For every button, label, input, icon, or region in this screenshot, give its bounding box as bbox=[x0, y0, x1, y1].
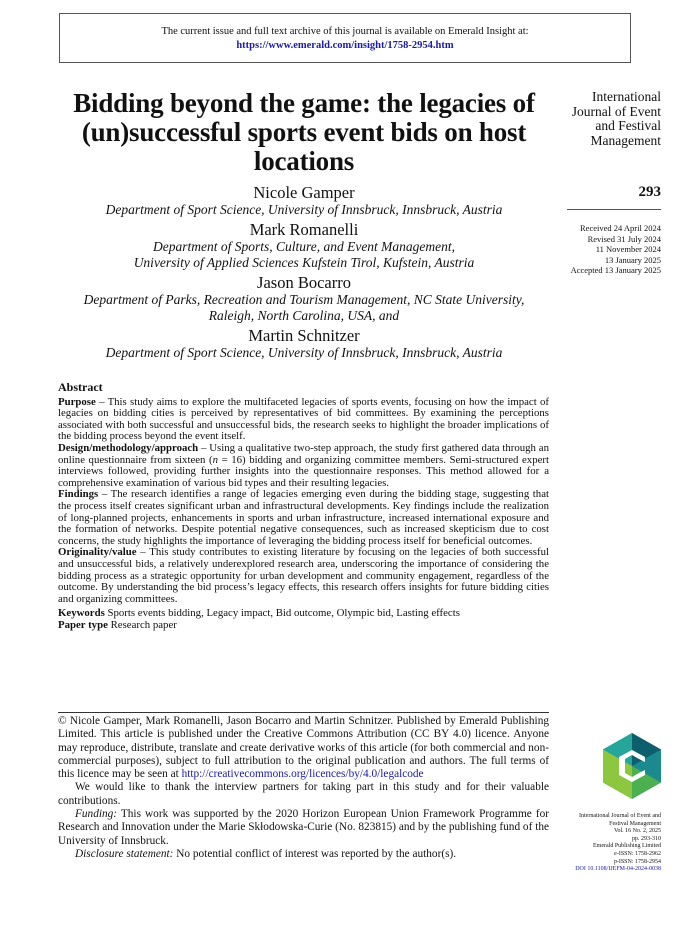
originality-label: Originality/value bbox=[58, 546, 137, 559]
disclosure-text: No potential conflict of interest was reported by the author(s). bbox=[173, 847, 457, 860]
author-affiliation bbox=[56, 345, 552, 362]
abstract-section bbox=[58, 382, 549, 631]
journal-name-line: Management bbox=[590, 132, 661, 148]
abstract-originality bbox=[58, 547, 549, 605]
journal-name bbox=[551, 90, 661, 148]
journal-access-banner bbox=[59, 13, 631, 63]
journal-name-line: Journal of Event bbox=[571, 103, 661, 119]
findings-text: – The research identifies a range of legacies emerging even during the bidding stage, suggesting that the process itself creates significant urban and infrastructural developments. Key findings include the realization of long-planned projects, enhancements in sports and urban infrastructure, increased international exposure and the formation of networks. Despite potential negative consequences, such as increased skepticism due to cost concerns, the study highlights the importance of leveraging the bidding process itself for beneficial outcomes. bbox=[58, 488, 549, 547]
design-label: Design/methodology/approach bbox=[58, 441, 199, 454]
abstract-purpose bbox=[58, 397, 549, 443]
originality-text: – This study contributes to existing literature by focusing on the legacies of both successful and unsuccessful bids, a relatively underexplored research area, underscoring the importance of considering the bidding process as a strategic opportunity for urban development and community engagement, regardless of the outcome. By understanding the bid process’s legacy effects, this research offers insights for future bidding cities and organizing committees. bbox=[58, 546, 549, 605]
date-line: Received 24 April 2024 bbox=[580, 223, 661, 233]
author-name: Nicole Gamper bbox=[253, 183, 355, 202]
keywords-label: Keywords bbox=[58, 607, 105, 620]
purpose-text: – This study aims to explore the multifaceted legacies of sports events, focusing on how the impact of legacies on bidding cities is perceived by representatives of bid committees. By examining the perceptions associated with both successful and unsuccessful bids, the research seeks to highlight the broader implications of the bidding process beyond the event itself. bbox=[58, 395, 549, 443]
paper-type-label: Paper type bbox=[58, 618, 108, 631]
emerald-publishing-logo-icon bbox=[603, 733, 661, 799]
date-line: Revised 31 July 2024 bbox=[587, 233, 661, 244]
design-text: – Using a qualitative two-step approach, the study first gathered data through an online questionnaire from sixteen ( bbox=[58, 441, 549, 466]
license-url-link[interactable]: http://creativecommons.org/licences/by/4.0/legalcode bbox=[181, 768, 424, 781]
affiliation-line: Raleigh, North Carolina, USA, and bbox=[208, 308, 400, 323]
affiliation-line: University of Applied Sciences Kufstein Tirol, Kufstein, Austria bbox=[133, 255, 475, 270]
author-affiliation bbox=[56, 292, 552, 325]
funding-label: Funding: bbox=[75, 808, 118, 821]
design-n: n bbox=[212, 453, 219, 466]
citation-line: Festival Management bbox=[609, 820, 661, 827]
affiliation-line: Department of Sport Science, University of Innsbruck, Innsbruck, Austria bbox=[105, 344, 503, 360]
journal-name-line: and Festival bbox=[595, 118, 661, 133]
banner-text: The current issue and full text archive of this journal is available on Emerald Insight at: bbox=[161, 26, 529, 37]
affiliation-line: Department of Parks, Recreation and Tourism Management, NC State University, bbox=[83, 291, 525, 307]
purpose-label: Purpose bbox=[58, 395, 96, 408]
citation-line: pp. 293-310 bbox=[632, 835, 661, 842]
keywords-text: Sports events bidding, Legacy impact, Bid outcome, Olympic bid, Lasting effects bbox=[104, 607, 460, 620]
author-list bbox=[56, 183, 552, 362]
doi-link[interactable]: DOI 10.1108/IJEFM-04-2024-0038 bbox=[575, 866, 661, 873]
citation-line: International Journal of Event and bbox=[579, 813, 661, 819]
funding-text: This work was supported by the 2020 Horizon European Union Framework Programme for Research and Innovation under the Marie Skłodowska-Curie (No. 823815) and by the publishing fund of the University of Innsbruck. bbox=[58, 808, 549, 847]
journal-name-line: International bbox=[592, 89, 661, 104]
abstract-design bbox=[58, 443, 549, 489]
date-line: 13 January 2025 bbox=[604, 254, 661, 265]
findings-label: Findings bbox=[58, 488, 99, 501]
article-history-dates bbox=[551, 223, 661, 276]
author-affiliation bbox=[56, 239, 552, 272]
citation-line: Emerald Publishing Limited bbox=[593, 843, 661, 850]
abstract-heading: Abstract bbox=[58, 380, 103, 394]
margin-divider bbox=[567, 209, 661, 210]
journal-url-link[interactable]: https://www.emerald.com/insight/1758-2954.htm bbox=[236, 40, 454, 51]
citation-line: e-ISSN: 1758-2962 bbox=[614, 850, 661, 857]
date-line: Accepted 13 January 2025 bbox=[570, 265, 661, 275]
citation-line: p-ISSN: 1758-2954 bbox=[613, 858, 661, 865]
abstract-paper-type bbox=[58, 620, 549, 632]
footnote-section bbox=[58, 715, 549, 861]
disclosure-note bbox=[58, 848, 549, 861]
license-note bbox=[58, 715, 549, 781]
footnote-divider bbox=[58, 712, 549, 713]
author-name: Martin Schnitzer bbox=[248, 325, 360, 345]
author-name: Jason Bocarro bbox=[257, 272, 351, 292]
author-name: Mark Romanelli bbox=[249, 219, 359, 239]
abstract-findings bbox=[58, 489, 549, 547]
affiliation-line: Department of Sports, Culture, and Event Management, bbox=[152, 238, 456, 254]
affiliation-line: Department of Sport Science, University of Innsbruck, Innsbruck, Austria bbox=[105, 202, 503, 217]
page-number: 293 bbox=[638, 184, 661, 200]
license-text: © Nicole Gamper, Mark Romanelli, Jason Bocarro and Martin Schnitzer. Published by Emerald Publishing Limited. This article is published under the Creative Commons Attribution (CC BY 4.0) licence. Anyone may reproduce, distribute, translate and create derivative works of this article (for both commercial and non-commercial purposes), subject to full attribution to the original publication and authors. The full terms of this licence may be seen at bbox=[58, 715, 549, 781]
funding-note bbox=[58, 808, 549, 848]
author-affiliation bbox=[56, 202, 552, 219]
citation-info bbox=[551, 813, 661, 874]
date-line: 11 November 2024 bbox=[595, 244, 661, 254]
citation-line: Vol. 16 No. 2, 2025 bbox=[613, 828, 661, 835]
acknowledgement: We would like to thank the interview partners for taking part in this study and for their valuable contributions. bbox=[58, 781, 549, 807]
design-text: = 16) bidding and organizing committee members. Semi-structured expert interviews followed, providing further insights into the questionnaire responses. This method allowed for a comprehensive examination of various bid types and their resulting legacies. bbox=[58, 453, 549, 489]
article-title: Bidding beyond the game: the legacies of (un)successful sports event bids on host locations bbox=[73, 88, 535, 176]
disclosure-label: Disclosure statement: bbox=[75, 847, 174, 860]
paper-type-text: Research paper bbox=[107, 618, 177, 631]
